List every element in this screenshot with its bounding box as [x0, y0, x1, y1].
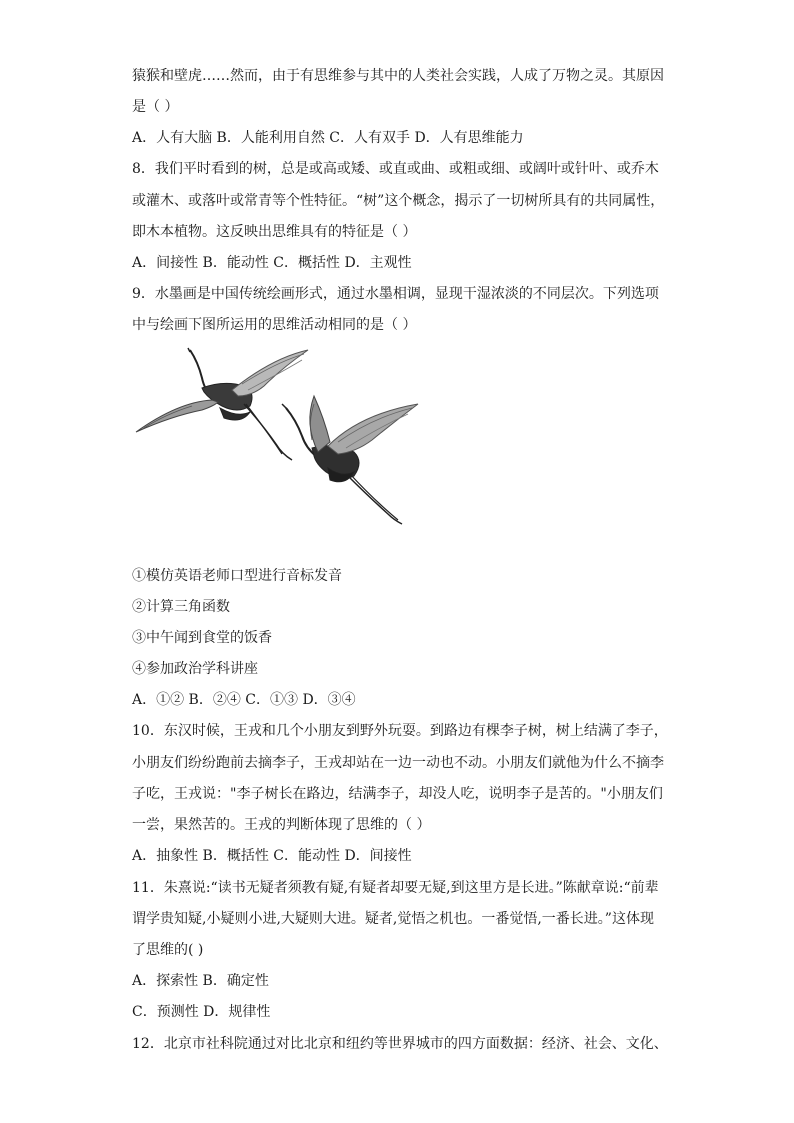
q7-options: A．人有大脑 B．人能利用自然 C．人有双手 D．人有思维能力: [132, 130, 524, 146]
q10-stem-line-4: 一尝，果然苦的。王戎的判断体现了思维的（ ）: [132, 817, 431, 833]
q9-stem-line-1: 9．水墨画是中国传统绘画形式，通过水墨相调，显现干湿浓淡的不同层次。下列选项: [132, 286, 659, 302]
q9-item-3: ③中午闻到食堂的饭香: [132, 630, 272, 646]
q8-stem-line-2: 或灌木、或落叶或常青等个性特征。“树”这个概念，揭示了一切树所具有的共同属性，: [132, 193, 665, 209]
q9-item-4: ④参加政治学科讲座: [132, 661, 258, 677]
q10-stem-line-3: 子吃，王戎说："李子树长在路边，结满李子，却没人吃，说明李子是苦的。"小朋友们: [132, 786, 663, 802]
q11-options-row-1: A．探索性 B．确定性: [132, 973, 269, 989]
q9-item-1: ①模仿英语老师口型进行音标发音: [132, 568, 342, 584]
q9-item-2: ②计算三角函数: [132, 599, 230, 615]
q8-stem-line-3: 即木本植物。这反映出思维具有的特征是（ ）: [132, 224, 417, 240]
q10-options: A．抽象性 B．概括性 C．能动性 D．间接性: [132, 848, 412, 864]
q7-stem-line-2: 是（ ）: [132, 99, 179, 115]
q9-stem-line-2: 中与绘画下图所运用的思维活动相同的是（ ）: [132, 317, 417, 333]
q12-stem-line-1: 12．北京市社科院通过对比北京和纽约等世界城市的四方面数据：经济、社会、文化、: [132, 1036, 668, 1052]
crane-ink-painting: [132, 344, 422, 528]
q11-stem-line-3: 了思维的( ): [132, 942, 204, 958]
q10-stem-line-1: 10．东汉时候，王戎和几个小朋友到野外玩耍。到路边有棵李子树，树上结满了李子，: [132, 723, 668, 739]
q11-options-row-2: C．预测性 D．规律性: [132, 1004, 271, 1020]
q7-stem-line-1: 猿猴和壁虎……然而，由于有思维参与其中的人类社会实践，人成了万物之灵。其原因: [132, 68, 664, 84]
q10-stem-line-2: 小朋友们纷纷跑前去摘李子，王戎却站在一边一动也不动。小朋友们就他为什么不摘李: [132, 755, 664, 771]
q11-stem-line-2: 谓学贵知疑,小疑则小进,大疑则大进。疑者,觉悟之机也。一番觉悟,一番长进。”这体现: [132, 911, 654, 927]
q8-stem-line-1: 8．我们平时看到的树，总是或高或矮、或直或曲、或粗或细、或阔叶或针叶、或乔木: [132, 161, 659, 177]
q9-options: A．①② B．②④ C．①③ D．③④: [132, 692, 356, 708]
q8-options: A．间接性 B．能动性 C．概括性 D．主观性: [132, 255, 412, 271]
crane-right: [282, 396, 418, 524]
q11-stem-line-1: 11．朱熹说:“读书无疑者须教有疑,有疑者却要无疑,到这里方是长进。”陈献章说:“前辈: [132, 880, 659, 896]
